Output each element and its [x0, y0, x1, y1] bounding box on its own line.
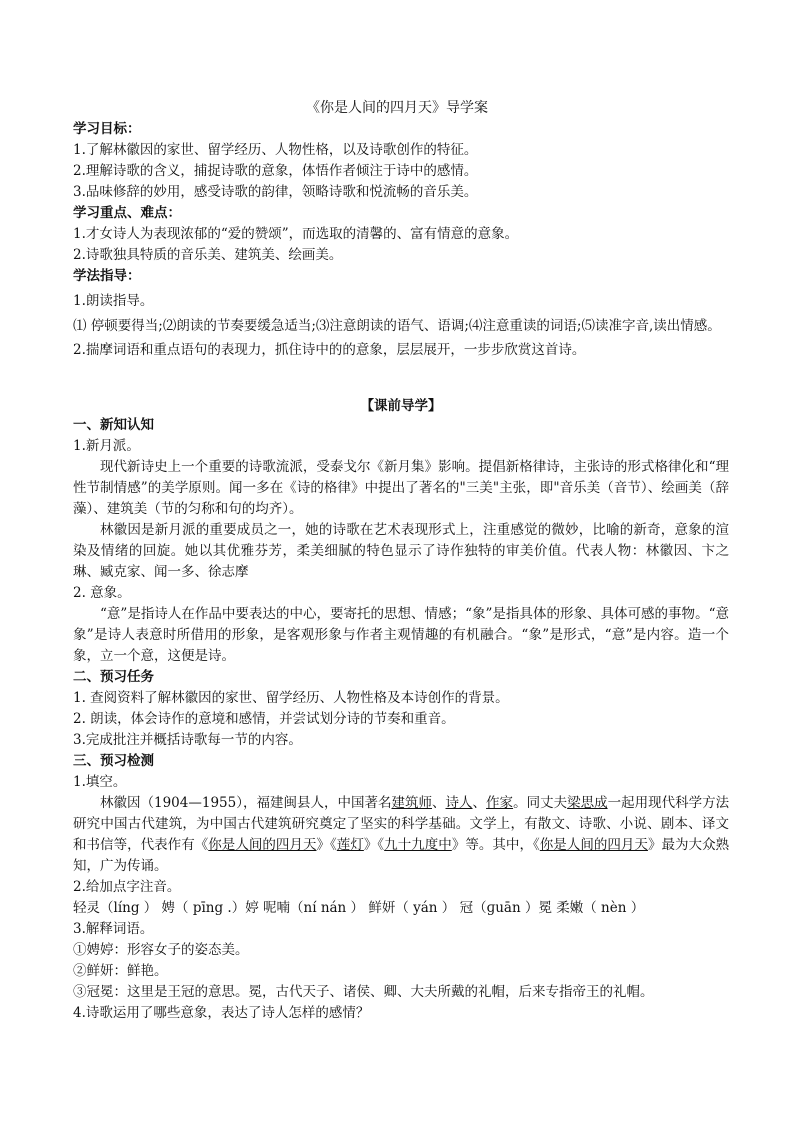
keypoint-item: 1.才女诗人为表现浓郁的“爱的赞颂”，而选取的清馨的、富有情意的意象。 — [73, 226, 519, 242]
fill-text: 》《 — [363, 837, 385, 853]
fill-text: 、 — [432, 795, 446, 811]
section2-heading: 二、预习任务 — [73, 669, 154, 685]
phonetic-label: 2.给加点字注音。 — [73, 879, 181, 895]
task-item: 1. 查阅资料了解林徽因的家世、留学经历、人物性格及本诗创作的背景。 — [73, 690, 509, 706]
vocab-item: ③冠冕：这里是王冠的意思。冕，古代天子、诸侯、卿、大夫所戴的礼帽，后来专指帝王的礼帽。 — [73, 984, 654, 1000]
method-heading: 学法指导： — [73, 268, 141, 284]
fill-text: 》最为大众熟知，广为传诵。 — [73, 837, 730, 874]
fill-answer: 诗人 — [445, 795, 473, 811]
fill-text: 》等。其中，《 — [451, 837, 540, 853]
section3-heading: 三、预习检测 — [73, 753, 154, 769]
fill-text: 一起用现代科学方法研究中国古代建筑，为中国古代建筑研究奠定了坚实的科学基础。文学上，有散文、诗歌、小说、剧本、译文和书信等，代表作有《 — [73, 795, 730, 853]
fill-text: 》《 — [316, 837, 337, 853]
question-item: 4.诗歌运用了哪些意象，表达了诗人怎样的感情？ — [73, 1005, 370, 1021]
section1-paragraph: 现代新诗史上一个重要的诗歌流派，受泰戈尔《新月集》影响。提倡新格律诗，主张诗的形式格律化和“理性节制情感”的美学原则。闻一多在《诗的格律》中提出了著名的"三美"主张，即"音乐美（音节）、绘画美（辞藻）、建筑美（节的匀称和句的均齐）。 — [73, 459, 729, 517]
section1-sub: 2. 意象。 — [73, 585, 131, 601]
fill-answer: 莲灯 — [336, 837, 364, 853]
vocab-item: ②鲜妍：鲜艳。 — [73, 963, 168, 979]
fill-answer: 作家 — [486, 795, 514, 811]
objectives-section — [73, 119, 729, 203]
keypoints-heading: 学习重点、难点： — [73, 205, 181, 221]
objective-item: 1.了解林徽因的家世、留学经历、人物性格，以及诗歌创作的特征。 — [73, 142, 478, 158]
preview-title: 【课前导学】 — [360, 398, 442, 414]
keypoint-item: 2.诗歌独具特质的音乐美、建筑美、绘画美。 — [73, 247, 343, 263]
section1-sub: 1.新月派。 — [73, 438, 140, 454]
fill-paragraph — [73, 793, 729, 877]
fill-answer: 你是人间的四月天 — [208, 837, 317, 853]
task-item: 2. 朗读，体会诗作的意境和感情，并尝试划分诗的节奏和重音。 — [73, 711, 455, 727]
fill-answer: 你是人间的四月天 — [539, 837, 648, 853]
fill-text: 林徽因（1904—1955），福建闽县人，中国著名 — [100, 795, 392, 811]
vocab-item: ①娉婷：形容女子的姿态美。 — [73, 942, 249, 958]
fill-answer: 九十九度中 — [384, 837, 452, 853]
fill-answer: 梁思成 — [567, 795, 608, 811]
section1-heading: 一、新知认知 — [73, 417, 154, 433]
objective-item: 3.品味修辞的妙用，感受诗歌的韵律，领略诗歌和悦流畅的音乐美。 — [73, 184, 478, 200]
section1-paragraph: 林徽因是新月派的重要成员之一，她的诗歌在艺术表现形式上，注重感觉的微妙，比喻的新奇，意象的渲染及情绪的回旋。她以其优雅芬芳，柔美细腻的特色显示了诗作独特的审美价值。代表人物：林徽因、卞之琳、臧克家、闻一多、徐志摩 — [73, 522, 729, 580]
section-new-knowledge — [73, 415, 729, 667]
page-title: 《你是人间的四月天》导学案 — [306, 100, 488, 116]
task-item: 3.完成批注并概括诗歌每一节的内容。 — [73, 732, 302, 748]
phonetic-line: 轻灵（líng ） 娉（ pīng .）婷 呢喃（ní nán ） 鲜妍（ yán ） 冠（ɡuān ）冕 柔嫩（ nèn ） — [73, 900, 645, 916]
section-preview-tasks — [73, 667, 729, 751]
method-line: 1.朗读指导。 — [73, 293, 154, 309]
fill-text: 、 — [472, 795, 487, 811]
section1-paragraph: “意”是指诗人在作品中要表达的中心，要寄托的思想、情感；“象”是指具体的形象、具体可感的事物。“意象”是诗人表意时所借用的形象，是客观形象与作者主观情趣的有机融合。“象”是形式，“意”是内容。造一个象，立一个意，这便是诗。 — [73, 606, 729, 664]
method-section — [73, 266, 729, 361]
keypoints-section — [73, 203, 729, 266]
fill-answer: 建筑师 — [391, 795, 432, 811]
fill-text: 。同丈夫 — [513, 795, 568, 811]
objective-item: 2.理解诗歌的含义，捕捉诗歌的意象，体悟作者倾注于诗中的感情。 — [73, 163, 478, 179]
vocab-label: 3.解释词语。 — [73, 921, 154, 937]
method-line: ⑴ 停顿要得当;⑵朗读的节奏要缓急适当;⑶注意朗读的语气、语调;⑷注意重读的词语;⑸读准字音,读出情感。 — [73, 318, 721, 334]
method-line: 2.揣摩词语和重点语句的表现力，抓住诗中的的意象，层层展开，一步步欣赏这首诗。 — [73, 342, 586, 358]
section-preview-check — [73, 751, 729, 1024]
objectives-heading: 学习目标： — [73, 121, 141, 137]
fill-label: 1.填空。 — [73, 774, 127, 790]
